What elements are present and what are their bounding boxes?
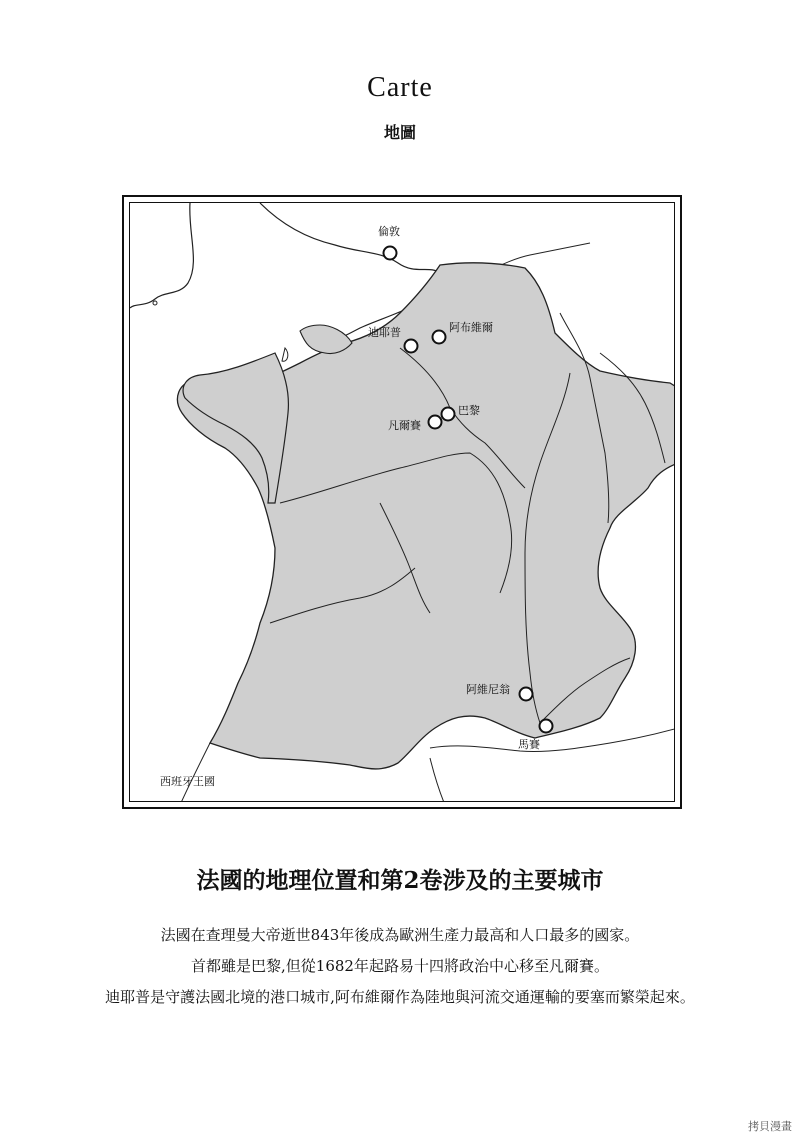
city-marker [433,331,446,344]
city-london [378,224,400,260]
city-label-paris: 巴黎 [458,404,480,417]
city-marker [429,416,442,429]
page-title-en: Carte [367,72,433,103]
city-marker [520,688,533,701]
city-marker [442,408,455,421]
city-label-marseille: 馬賽 [518,738,540,751]
city-marker [384,247,397,260]
caption-heading: 法國的地理位置和第2卷涉及的主要城市 [196,867,604,894]
watermark: 拷貝漫畫 [748,1120,792,1133]
city-label-abbeville: 阿布維爾 [449,321,493,334]
country-label-spain: 西班牙王國 [160,775,215,788]
france-landmass [177,263,675,769]
map-frame [122,195,682,809]
city-marker [405,340,418,353]
city-label-london: 倫敦 [378,225,400,238]
caption-line-2: 首都雖是巴黎,但從1682年起路易十四將政治中心移至凡爾賽。 [191,957,609,975]
city-marker [540,720,553,733]
map-inner-border [129,202,675,802]
page-title-zh: 地圖 [383,123,416,142]
island-marker [153,301,157,305]
caption-line-3: 迪耶普是守護法國北境的港口城市,阿布維爾作為陸地與河流交通運輸的要塞而繁榮起來。 [105,988,695,1006]
city-label-dieppe: 迪耶普 [368,326,401,339]
france-map [130,203,675,802]
city-label-avignon: 阿維尼翁 [466,683,510,696]
cotentin-peninsula [300,325,352,354]
caption-line-1: 法國在查理曼大帝逝世843年後成為歐洲生產力最高和人口最多的國家。 [160,926,640,944]
city-label-versailles: 凡爾賽 [388,419,421,432]
